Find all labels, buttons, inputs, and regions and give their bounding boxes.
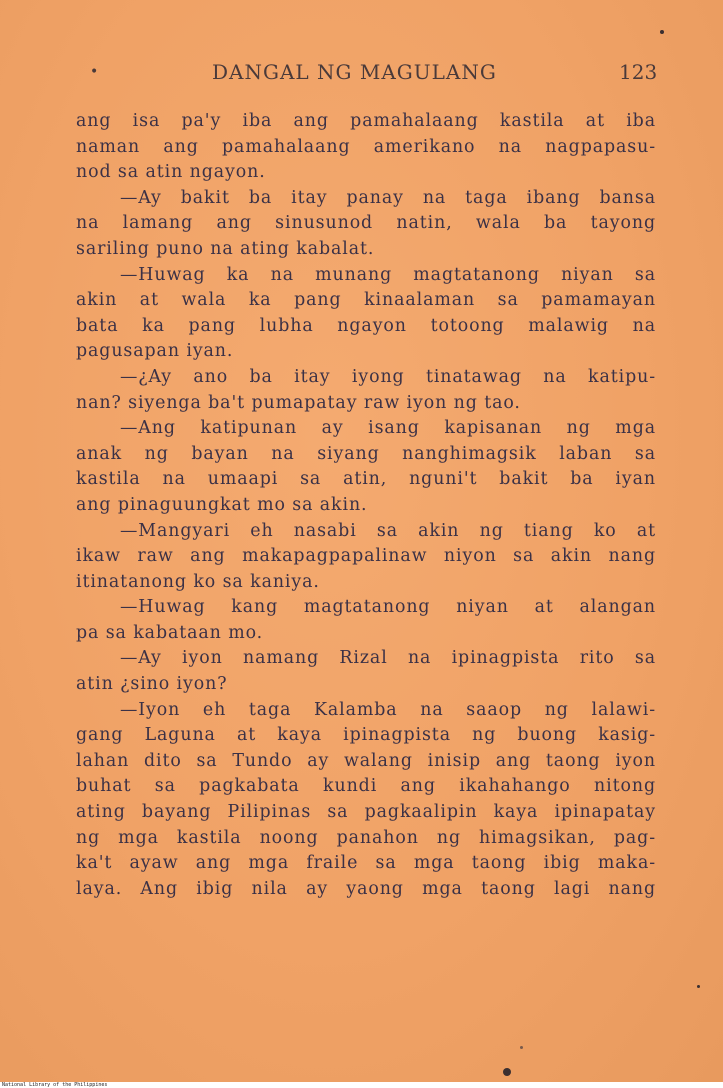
text-line: nod sa atin ngayon.	[76, 162, 266, 183]
text-line: bata ka pang lubha ngayon totoong malawig na	[76, 315, 656, 336]
text-line: na lamang ang sinusunod natin, wala ba tayong	[76, 213, 656, 234]
text-line: laya. Ang ibig nila ay yaong mga taong lagi nang	[76, 878, 656, 899]
text-line: —Huwag kang magtatanong niyan at alangan	[120, 597, 656, 618]
text-line: kastila na umaapi sa atin, nguni't bakit ba iyan	[76, 469, 656, 490]
paper-speck	[520, 1046, 523, 1049]
text-line: ng mga kastila noong panahon ng himagsikan, pag-	[76, 827, 656, 848]
text-line: —Ang katipunan ay isang kapisanan ng mga	[120, 418, 656, 439]
text-line: gang Laguna at kaya ipinagpista ng buong kasig-	[76, 725, 656, 746]
archive-credit: National Library of the Philippines	[2, 1082, 108, 1088]
text-line: ang isa pa'y iba ang pamahalaang kastila at iba	[76, 111, 656, 131]
header-bullet: •	[90, 64, 99, 80]
text-line: pa sa kabataan mo.	[76, 622, 264, 643]
body-text	[76, 109, 656, 902]
text-line: ating bayang Pilipinas sa pagkaalipin kaya ipinapatay	[76, 802, 656, 823]
paper-speck	[697, 985, 700, 988]
text-line: sariling puno na ating kabalat.	[76, 238, 375, 259]
header-title: DANGAL NG MAGULANG	[212, 60, 497, 84]
text-line: ikaw raw ang makapagpapalinaw niyon sa akin nang	[76, 546, 656, 567]
text-line: anak ng bayan na siyang nanghimagsik laban sa	[76, 443, 656, 464]
text-line: —Huwag ka na munang magtatanong niyan sa	[120, 264, 656, 285]
text-line: —Ay bakit ba itay panay na taga ibang bansa	[120, 187, 656, 208]
text-line: lahan dito sa Tundo ay walang inisip ang taong iyon	[76, 750, 656, 771]
paper-speck	[660, 30, 664, 34]
text-line: —Ay iyon namang Rizal na ipinagpista rito sa	[120, 648, 656, 669]
text-line: buhat sa pagkabata kundi ang ikahahango nitong	[76, 776, 656, 797]
text-line: naman ang pamahalaang amerikano na nagpapasu-	[76, 136, 656, 157]
text-line: nan? siyenga ba't pumapatay raw iyon ng tao.	[76, 392, 521, 413]
text-line: —Iyon eh taga Kalamba na saaop ng lalawi-	[120, 699, 656, 720]
text-line: ka't ayaw ang mga fraile sa mga taong ibig maka-	[76, 853, 656, 874]
paper-speck	[503, 1068, 511, 1076]
text-line: atin ¿sino iyon?	[76, 674, 228, 695]
text-line: pagusapan iyan.	[76, 341, 234, 362]
running-header	[0, 60, 723, 90]
text-line: —Mangyari eh nasabi sa akin ng tiang ko at	[120, 520, 656, 541]
text-line: akin at wala ka pang kinaalaman sa pamamayan	[76, 290, 656, 311]
page-number: 123	[619, 60, 658, 84]
text-line: —¿Ay ano ba itay iyong tinatawag na katipu-	[120, 366, 656, 387]
text-line: ang pinaguungkat mo sa akin.	[76, 494, 368, 515]
text-line: itinatanong ko sa kaniya.	[76, 571, 320, 592]
